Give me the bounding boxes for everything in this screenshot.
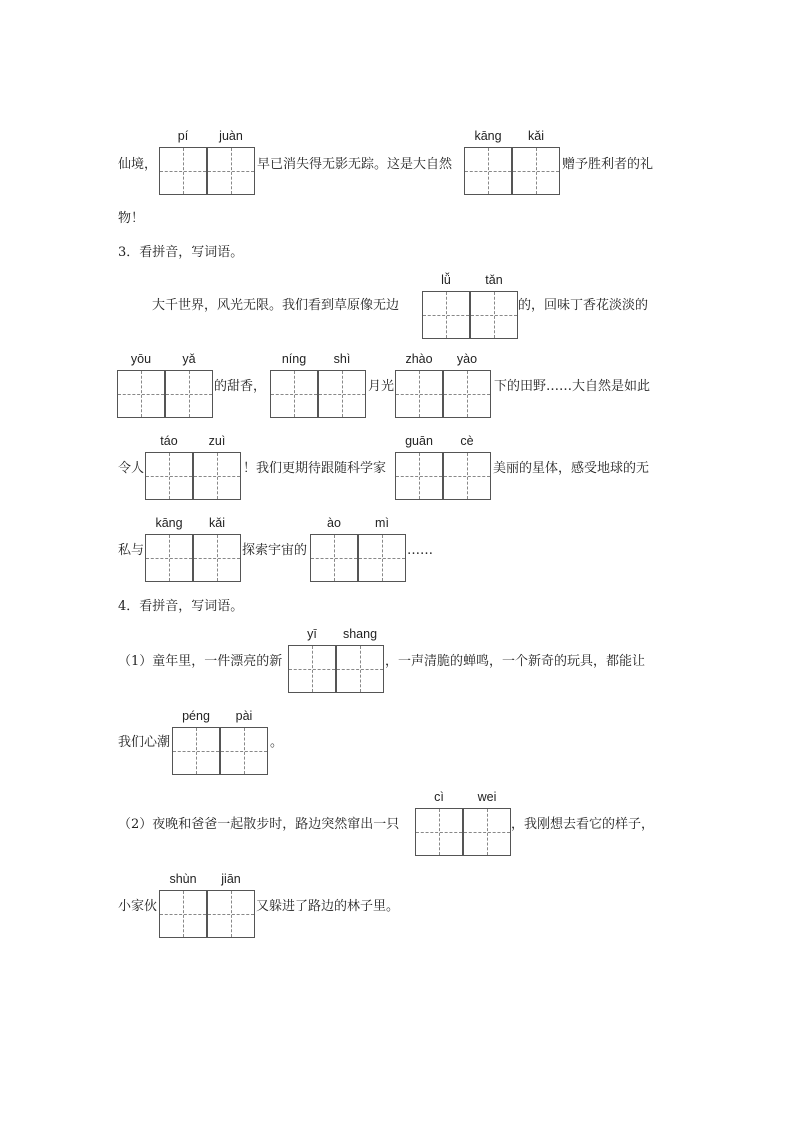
pinyin-label: kǎi xyxy=(528,129,544,143)
pinyin-label: kāng xyxy=(155,516,183,530)
pinyin-label: táo xyxy=(160,434,178,448)
tianzige-writing-box[interactable] xyxy=(165,370,213,418)
text-line: ！我们更期待跟随科学家 xyxy=(243,461,387,476)
tianzige-writing-box[interactable] xyxy=(358,534,406,582)
tianzige-writing-box[interactable] xyxy=(422,291,470,339)
pinyin-label: zuì xyxy=(208,434,226,448)
text-line: 又躲进了路边的林子里。 xyxy=(256,899,400,914)
text-line: 我们心潮 xyxy=(118,735,171,750)
text-line: …… xyxy=(407,543,433,558)
tianzige-writing-box[interactable] xyxy=(172,727,220,775)
text-line: 令人 xyxy=(118,461,145,476)
tianzige-writing-box[interactable] xyxy=(159,890,207,938)
pinyin-label: lǚ xyxy=(441,273,451,287)
pinyin-label: péng xyxy=(182,709,210,723)
pinyin-label: yào xyxy=(456,352,478,366)
tianzige-writing-box[interactable] xyxy=(288,645,336,693)
text-line: 。 xyxy=(270,735,284,750)
text-line: 3．看拼音，写词语。 xyxy=(118,245,244,260)
tianzige-writing-box[interactable] xyxy=(220,727,268,775)
pinyin-label: mì xyxy=(375,516,389,530)
tianzige-writing-box[interactable] xyxy=(512,147,560,195)
pinyin-label: cè xyxy=(460,434,474,448)
tianzige-writing-box[interactable] xyxy=(464,147,512,195)
text-line: 探索宇宙的 xyxy=(242,543,308,558)
pinyin-label: shang xyxy=(342,627,378,641)
text-line: 仙境， xyxy=(118,157,158,172)
text-line: （2）夜晚和爸爸一起散步时，路边突然窜出一只 xyxy=(118,817,400,832)
pinyin-label: shì xyxy=(333,352,351,366)
pinyin-label: zhào xyxy=(405,352,433,366)
tianzige-writing-box[interactable] xyxy=(193,452,241,500)
text-line: （1）童年里，一件漂亮的新 xyxy=(118,654,283,669)
tianzige-writing-box[interactable] xyxy=(395,452,443,500)
text-line: 4．看拼音，写词语。 xyxy=(118,599,244,614)
tianzige-writing-box[interactable] xyxy=(117,370,165,418)
pinyin-label: yǎ xyxy=(182,352,196,366)
tianzige-writing-box[interactable] xyxy=(159,147,207,195)
pinyin-label: shùn xyxy=(169,872,197,886)
tianzige-writing-box[interactable] xyxy=(270,370,318,418)
text-line: 下的田野……大自然是如此 xyxy=(494,379,651,394)
text-line: 月光 xyxy=(368,379,395,394)
pinyin-label: cì xyxy=(434,790,444,804)
tianzige-writing-box[interactable] xyxy=(310,534,358,582)
pinyin-label: guān xyxy=(405,434,433,448)
pinyin-label: wei xyxy=(477,790,497,804)
tianzige-writing-box[interactable] xyxy=(443,452,491,500)
tianzige-writing-box[interactable] xyxy=(145,452,193,500)
pinyin-label: kǎi xyxy=(209,516,225,530)
text-line: ，一声清脆的蝉鸣，一个新奇的玩具，都能让 xyxy=(385,654,646,669)
text-line: 的甜香， xyxy=(214,379,267,394)
pinyin-label: tǎn xyxy=(485,273,503,287)
tianzige-writing-box[interactable] xyxy=(207,890,255,938)
tianzige-writing-box[interactable] xyxy=(207,147,255,195)
pinyin-label: juàn xyxy=(219,129,243,143)
text-line: ，我刚想去看它的样子， xyxy=(511,817,655,832)
pinyin-label: ào xyxy=(327,516,341,530)
tianzige-writing-box[interactable] xyxy=(395,370,443,418)
pinyin-label: yōu xyxy=(130,352,152,366)
tianzige-writing-box[interactable] xyxy=(193,534,241,582)
pinyin-label: kāng xyxy=(474,129,502,143)
text-line: 私与 xyxy=(118,543,145,558)
pinyin-label: níng xyxy=(281,352,307,366)
pinyin-label: jiān xyxy=(221,872,241,886)
text-line: 物！ xyxy=(118,211,145,226)
text-line: 小家伙 xyxy=(118,899,158,914)
text-line: 的，回味丁香花淡淡的 xyxy=(518,298,649,313)
text-line: 早已消失得无影无踪。这是大自然 xyxy=(257,157,453,172)
tianzige-writing-box[interactable] xyxy=(443,370,491,418)
tianzige-writing-box[interactable] xyxy=(145,534,193,582)
text-line: 美丽的星体，感受地球的无 xyxy=(493,461,650,476)
pinyin-label: pài xyxy=(235,709,253,723)
tianzige-writing-box[interactable] xyxy=(318,370,366,418)
text-line: 大千世界，风光无限。我们看到草原像无边 xyxy=(152,298,400,313)
tianzige-writing-box[interactable] xyxy=(463,808,511,856)
tianzige-writing-box[interactable] xyxy=(470,291,518,339)
tianzige-writing-box[interactable] xyxy=(336,645,384,693)
pinyin-label: yī xyxy=(307,627,317,641)
tianzige-writing-box[interactable] xyxy=(415,808,463,856)
pinyin-label: pí xyxy=(177,129,189,143)
text-line: 赠予胜利者的礼 xyxy=(562,157,654,172)
